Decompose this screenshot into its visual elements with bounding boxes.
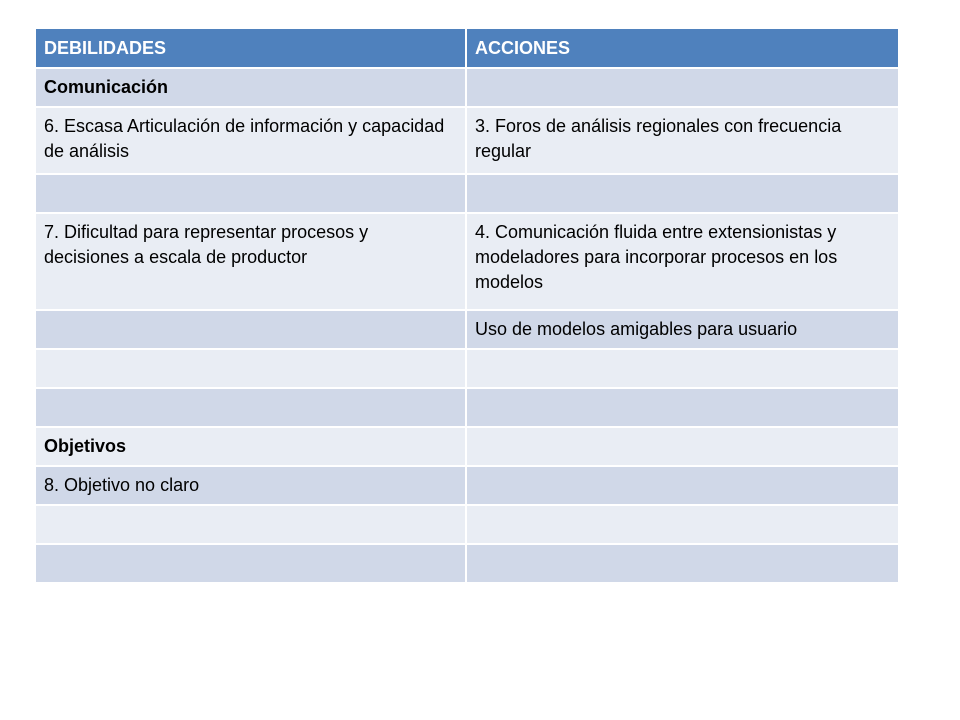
table-cell bbox=[466, 68, 899, 107]
table-cell: 4. Comunicación fluida entre extensionistas y modeladores para incorporar procesos en los modelos bbox=[466, 213, 899, 310]
table-cell: 7. Dificultad para representar procesos y decisiones a escala de productor bbox=[35, 213, 466, 310]
table-cell: 3. Foros de análisis regionales con frecuencia regular bbox=[466, 107, 899, 174]
table-cell bbox=[35, 388, 466, 427]
table-cell bbox=[466, 466, 899, 505]
table-row bbox=[35, 107, 899, 174]
header-row bbox=[35, 28, 899, 68]
table-row bbox=[35, 174, 899, 213]
table-cell bbox=[466, 544, 899, 583]
table-row bbox=[35, 68, 899, 107]
table-row bbox=[35, 505, 899, 544]
table-cell bbox=[466, 174, 899, 213]
table-cell bbox=[35, 174, 466, 213]
section-label-comunicacion: Comunicación bbox=[35, 68, 466, 107]
table-cell: 6. Escasa Articulación de información y capacidad de análisis bbox=[35, 107, 466, 174]
weaknesses-actions-table bbox=[34, 27, 900, 584]
table-row bbox=[35, 349, 899, 388]
table-row bbox=[35, 310, 899, 349]
table-row bbox=[35, 544, 899, 583]
table-cell bbox=[35, 544, 466, 583]
section-label-objetivos: Objetivos bbox=[35, 427, 466, 466]
table-row bbox=[35, 427, 899, 466]
table-row bbox=[35, 213, 899, 310]
header-debilidades: DEBILIDADES bbox=[35, 28, 466, 68]
table-cell bbox=[466, 349, 899, 388]
table-cell bbox=[466, 427, 899, 466]
table-cell bbox=[35, 310, 466, 349]
table-cell bbox=[466, 505, 899, 544]
header-acciones: ACCIONES bbox=[466, 28, 899, 68]
table-cell: Uso de modelos amigables para usuario bbox=[466, 310, 899, 349]
table-cell bbox=[35, 505, 466, 544]
table-cell: 8. Objetivo no claro bbox=[35, 466, 466, 505]
table-row bbox=[35, 466, 899, 505]
table-row bbox=[35, 388, 899, 427]
table-cell bbox=[35, 349, 466, 388]
table-cell bbox=[466, 388, 899, 427]
